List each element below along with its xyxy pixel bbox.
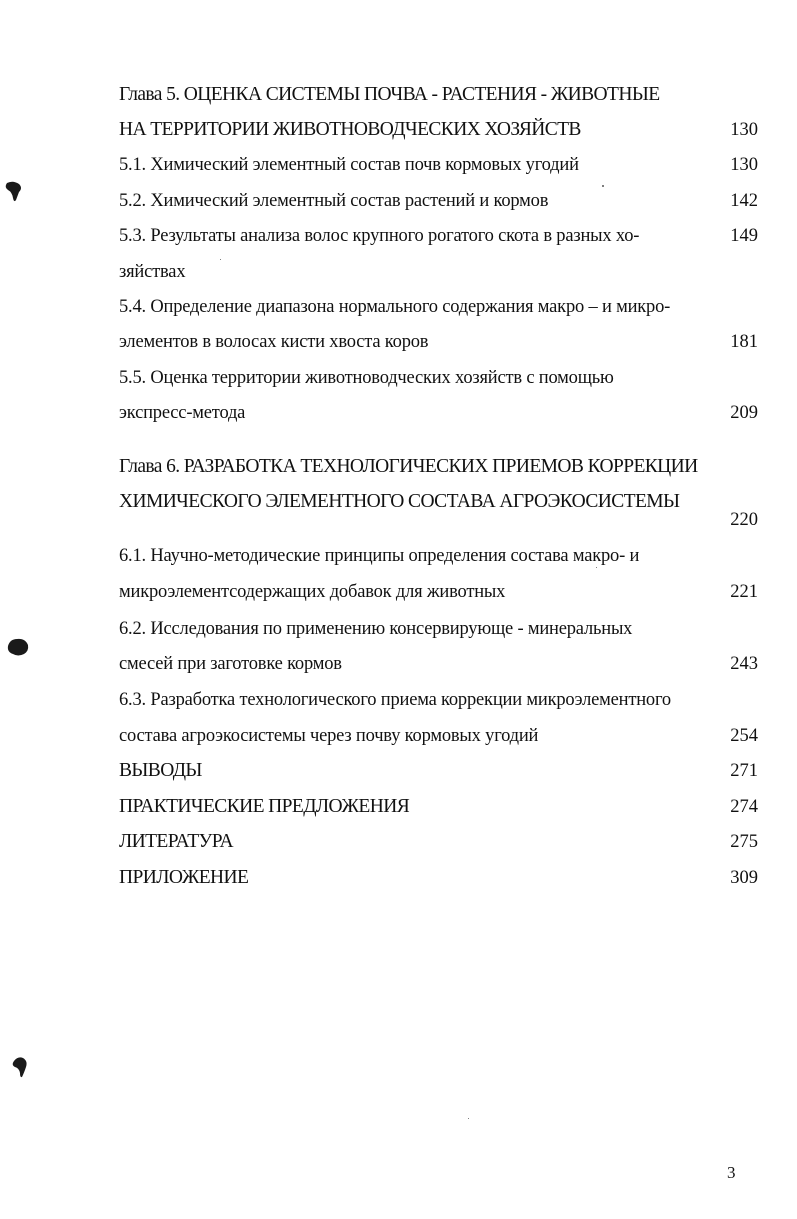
- appendix-entry: ПРИЛОЖЕНИЕ: [119, 867, 249, 888]
- scan-blot-icon: [6, 637, 30, 659]
- chapter-5-page: 130: [730, 120, 758, 140]
- chapter-5-title-line-2: НА ТЕРРИТОРИИ ЖИВОТНОВОДЧЕСКИХ ХОЗЯЙСТВ: [119, 119, 581, 140]
- section-5-3-line-2: зяйствах: [119, 262, 186, 282]
- chapter-6-page: 220: [730, 510, 758, 530]
- section-5-2-page: 142: [730, 191, 758, 211]
- scan-blot-icon: [4, 180, 24, 204]
- literature-page: 275: [730, 832, 758, 852]
- footer-page-number: 3: [727, 1163, 736, 1182]
- scan-speck: [220, 259, 221, 260]
- section-6-1-line-1: 6.1. Научно-методические принципы определения состава макро- и: [119, 546, 640, 566]
- section-6-1-line-2: микроэлементсодержащих добавок для животных: [119, 582, 506, 602]
- section-5-3-page: 149: [730, 226, 758, 246]
- chapter-6-title-line-1: Глава 6. РАЗРАБОТКА ТЕХНОЛОГИЧЕСКИХ ПРИЕМОВ КОРРЕКЦИИ: [119, 456, 698, 477]
- section-5-3-line-1: 5.3. Результаты анализа волос крупного рогатого скота в разных хо-: [119, 226, 640, 246]
- section-5-5-page: 209: [730, 403, 758, 423]
- chapter-6-title-line-2: ХИМИЧЕСКОГО ЭЛЕМЕНТНОГО СОСТАВА АГРОЭКОСИСТЕМЫ: [119, 491, 680, 512]
- conclusions-entry: ВЫВОДЫ: [119, 760, 202, 781]
- section-6-2-line-1: 6.2. Исследования по применению консервирующе - минеральных: [119, 619, 633, 639]
- section-6-3-page: 254: [730, 726, 758, 746]
- section-5-2: 5.2. Химический элементный состав растений и кормов: [119, 191, 549, 211]
- section-5-1-page: 130: [730, 155, 758, 175]
- practical-proposals-page: 274: [730, 797, 758, 817]
- chapter-5-title-line-1: Глава 5. ОЦЕНКА СИСТЕМЫ ПОЧВА - РАСТЕНИЯ - ЖИВОТНЫЕ: [119, 84, 660, 105]
- scan-speck: [596, 567, 597, 568]
- section-5-4-line-1: 5.4. Определение диапазона нормального содержания макро – и микро-: [119, 297, 671, 317]
- section-6-2-page: 243: [730, 654, 758, 674]
- scan-speck: [468, 1118, 469, 1119]
- section-5-5-line-1: 5.5. Оценка территории животноводческих хозяйств с помощью: [119, 368, 614, 388]
- section-6-2-line-2: смесей при заготовке кормов: [119, 654, 342, 674]
- section-6-3-line-2: состава агроэкосистемы через почву кормовых угодий: [119, 726, 539, 746]
- appendix-page: 309: [730, 868, 758, 888]
- section-5-1: 5.1. Химический элементный состав почв кормовых угодий: [119, 155, 579, 175]
- section-6-1-page: 221: [730, 582, 758, 602]
- section-5-4-page: 181: [730, 332, 758, 352]
- scan-speck: [602, 185, 604, 187]
- section-5-4-line-2: элементов в волосах кисти хвоста коров: [119, 332, 429, 352]
- practical-proposals-entry: ПРАКТИЧЕСКИЕ ПРЕДЛОЖЕНИЯ: [119, 796, 410, 817]
- scan-blot-icon: [10, 1055, 30, 1079]
- section-5-5-line-2: экспресс-метода: [119, 403, 246, 423]
- conclusions-page: 271: [730, 761, 758, 781]
- section-6-3-line-1: 6.3. Разработка технологического приема коррекции микроэлементного: [119, 690, 671, 710]
- literature-entry: ЛИТЕРАТУРА: [119, 831, 233, 852]
